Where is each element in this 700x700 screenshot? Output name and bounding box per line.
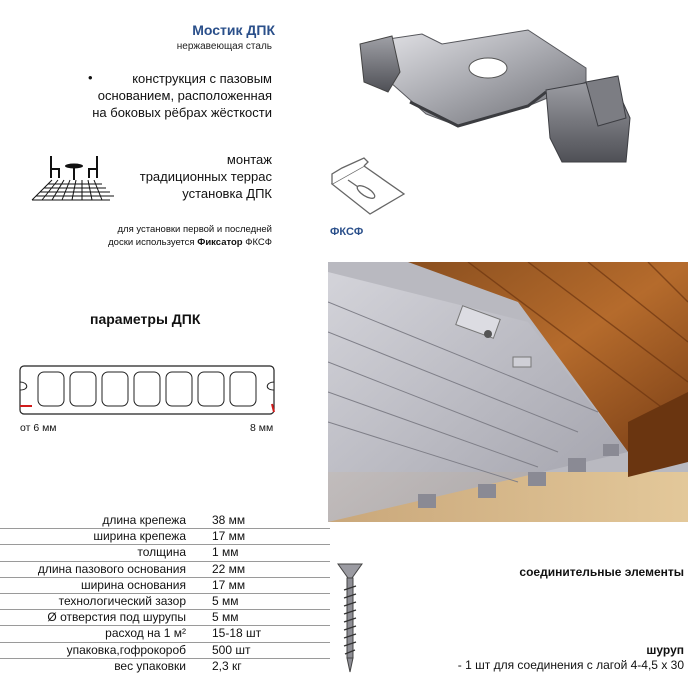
board-profile-drawing — [18, 356, 280, 424]
product-subtitle: нержавеющая сталь — [176, 41, 272, 52]
screw-description: - 1 шт для соединения с лагой 4-4,5 х 30 — [457, 658, 684, 672]
spec-row: Ø отверстия под шурупы 5 мм — [0, 610, 330, 626]
fixator-note — [60, 223, 272, 249]
construction-line-1: конструкция с пазовым — [132, 71, 272, 86]
installation-photo — [328, 262, 688, 522]
construction-line-2: основанием, расположенная — [97, 88, 272, 103]
params-title: параметры ДПК — [90, 311, 201, 327]
spec-row: длина пазового основания 22 мм — [0, 562, 330, 578]
bullet-marker: • — [88, 70, 93, 85]
dim-right-label: 8 мм — [250, 422, 274, 434]
fixator-emphasis: Фиксатор — [197, 237, 243, 248]
montage-line-1: монтаж — [226, 152, 272, 167]
construction-line-3: на боковых рёбрах жёсткости — [92, 105, 272, 120]
spec-row: упаковка,гофрокороб 500 шт — [0, 643, 330, 659]
spec-row: ширина крепежа 17 мм — [0, 529, 330, 545]
spec-row: расход на 1 м² 15-18 шт — [0, 626, 330, 642]
note-line-2: доски используется Фиксатор ФКСФ — [108, 237, 272, 248]
terrace-icon — [30, 152, 115, 204]
product-title: Мостик ДПК — [192, 22, 275, 38]
note-line-1: для установки первой и последней — [117, 224, 272, 235]
spec-table — [0, 513, 330, 674]
construction-description — [80, 70, 272, 121]
montage-line-3: установка ДПК — [182, 186, 272, 201]
fixator-drawing — [328, 156, 408, 218]
montage-line-2: традиционных террас — [139, 169, 272, 184]
spec-row: длина крепежа 38 мм — [0, 513, 330, 529]
spec-row: толщина 1 мм — [0, 545, 330, 561]
spec-row: ширина основания 17 мм — [0, 578, 330, 594]
connectors-title: соединительные элементы — [519, 565, 684, 579]
fixator-label: ФКСФ — [330, 226, 364, 238]
screw-title: шуруп — [646, 643, 684, 657]
bridge-clip-image — [350, 22, 640, 172]
spec-row: вес упаковки 2,3 кг — [114, 658, 242, 673]
montage-description — [112, 151, 272, 202]
spec-row: технологический зазор 5 мм — [0, 594, 330, 610]
dim-left-label: от 6 мм — [20, 422, 57, 434]
